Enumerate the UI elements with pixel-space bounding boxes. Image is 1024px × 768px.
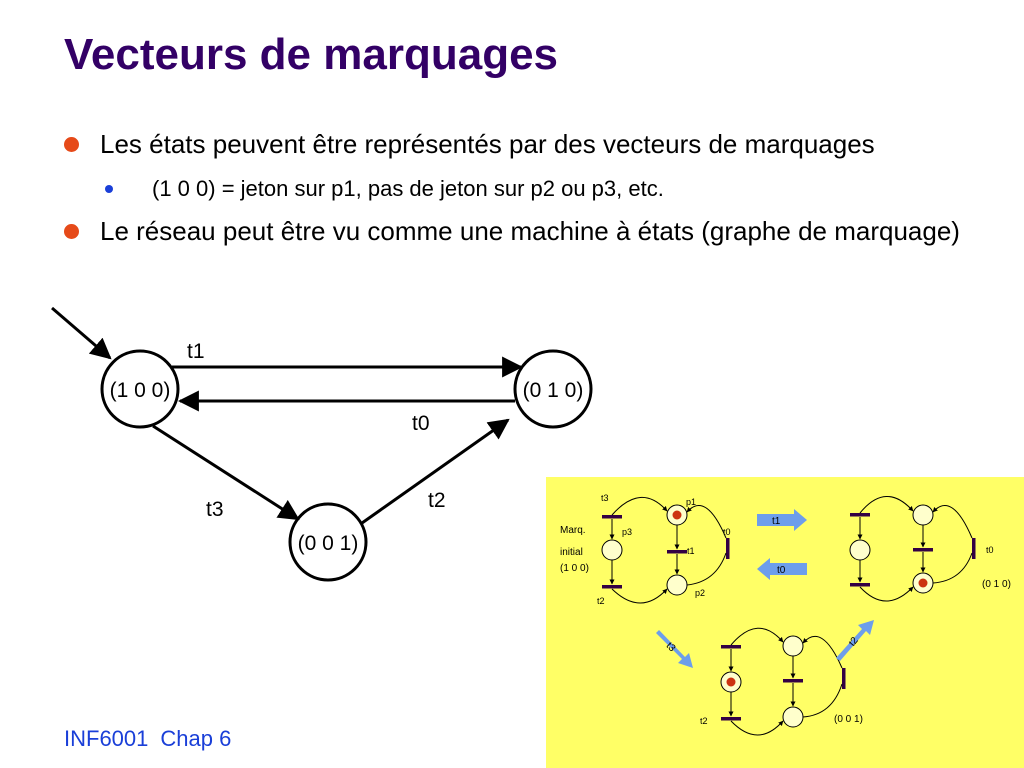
edge-label-t0: t0 [412,412,430,435]
edge-t3 [153,426,298,519]
arrow-label-t1: t1 [772,516,781,527]
slide-title: Vecteurs de marquages [64,30,559,79]
label-t0: t0 [723,527,731,537]
bullet-text: Les états peuvent être représentés par des vecteurs de marquages [100,129,875,159]
token [727,678,736,687]
footer [64,726,231,752]
state-label-001: (0 0 1) [297,532,359,555]
petri-net-panel [546,477,1024,768]
label-vector-001: (0 0 1) [834,714,863,725]
arrow-label-t2: t2 [846,635,861,649]
label-t3: t3 [601,493,609,503]
token [919,579,928,588]
sub-bullet-text: (1 0 0) = jeton sur p1, pas de jeton sur p2 ou p3, etc. [152,176,664,201]
label-initial-vector: (1 0 0) [560,563,589,574]
footer-course: INF6001 [64,726,149,751]
footer-chapter: Chap 6 [160,726,232,751]
label-vector-010: (0 1 0) [982,579,1011,590]
label-p3: p3 [622,527,633,537]
edge-label-t3: t3 [206,498,224,521]
state-label-010: (0 1 0) [522,379,584,402]
state-label-100: (1 0 0) [109,379,171,402]
initial-arrow [52,308,110,358]
label-initial: initial [560,547,583,558]
label-p2: p2 [695,588,706,598]
label-p1: p1 [686,497,697,507]
label-t1: t1 [687,546,695,556]
arrow-label-t0: t0 [777,565,786,576]
edge-label-t2: t2 [428,489,446,512]
label-marq: Marq. [560,525,586,536]
label-t0-2: t0 [986,545,994,555]
token [673,511,682,520]
label-t2: t2 [597,596,605,606]
arrow-label-t3: t3 [663,640,678,655]
edge-label-t1: t1 [187,340,205,363]
bullet-text: Le réseau peut être vu comme une machine à états (graphe de marquage) [100,216,960,246]
label-t2-3: t2 [700,716,708,726]
